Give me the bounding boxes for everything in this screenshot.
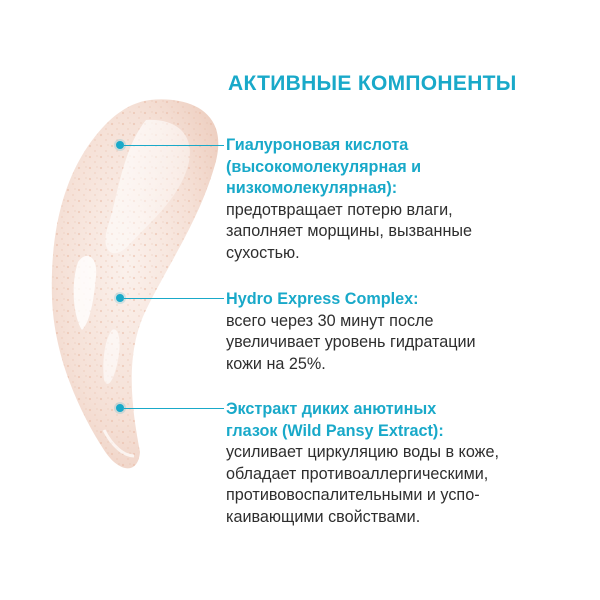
page-title: АКТИВНЫЕ КОМПОНЕНТЫ [228, 72, 517, 95]
component-hyaluronic-acid [226, 135, 586, 264]
component-description: предотвращает потерю влаги, [226, 200, 453, 219]
callout-dot-icon [116, 404, 124, 412]
component-description: сухостью. [226, 243, 300, 262]
callout-dot-icon [116, 294, 124, 302]
component-description: всего через 30 минут после [226, 311, 434, 330]
component-description: усиливает циркуляцию воды в коже, [226, 443, 499, 461]
callout-line-2 [124, 298, 224, 299]
component-heading: Экстракт диких анютиных [226, 400, 437, 418]
callout-line-3 [124, 408, 224, 409]
component-description: каивающими свойствами. [226, 507, 421, 526]
component-description: увеличивает уровень гидратации [226, 333, 476, 351]
component-heading: Гиалуроновая кислота [226, 136, 409, 154]
component-description: обладает противоаллергическими, [226, 464, 489, 483]
component-heading: глазок (Wild Pansy Extract): [226, 421, 444, 440]
component-description: заполняет морщины, вызванные [226, 222, 473, 240]
callout-line-1 [124, 145, 224, 146]
component-hydro-express [226, 289, 586, 375]
component-description: противовоспалительными и успо- [226, 486, 480, 504]
component-heading: Hydro Express Complex: [226, 290, 419, 308]
callout-dot-icon [116, 141, 124, 149]
component-heading: (высокомолекулярная и [226, 157, 422, 176]
component-wild-pansy [226, 399, 586, 528]
component-description: кожи на 25%. [226, 354, 326, 373]
component-heading: низкомолекулярная): [226, 179, 398, 197]
